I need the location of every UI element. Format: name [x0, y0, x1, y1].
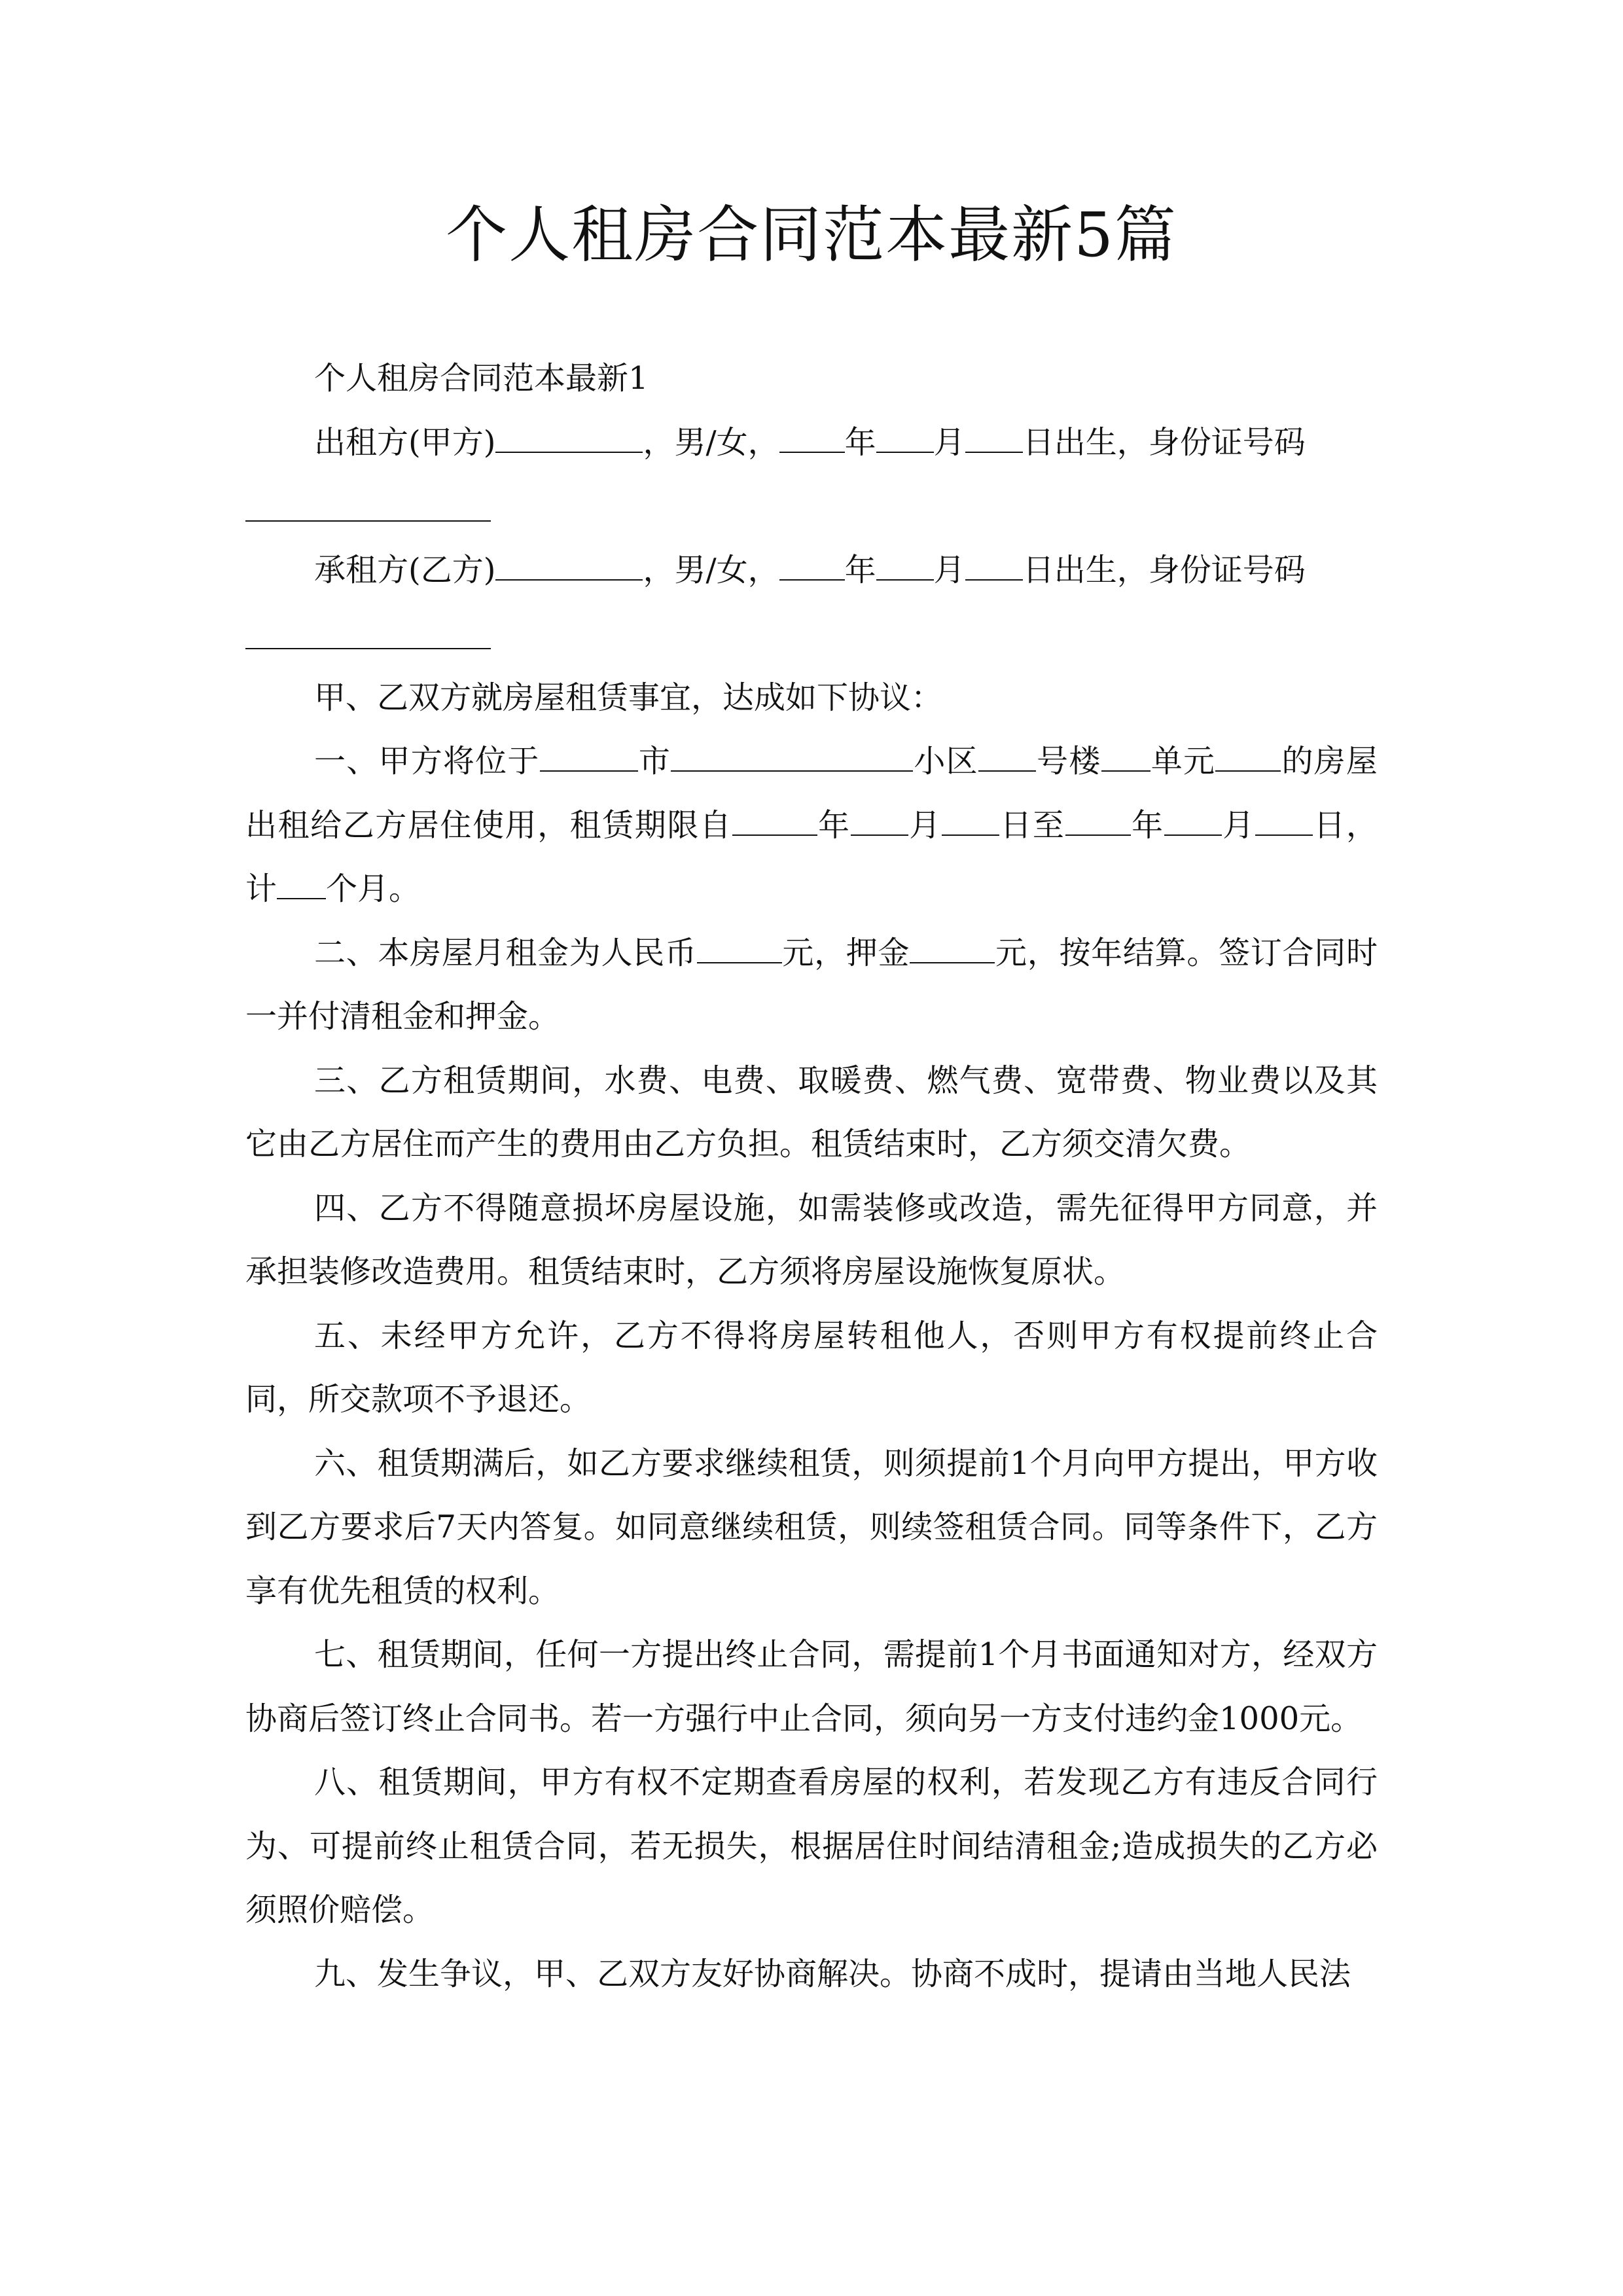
lessee-name-blank: [495, 549, 643, 581]
rent-blank: [697, 932, 782, 963]
clause-1-f: 的房屋出租给乙方居住使用，租赁期限自: [245, 743, 1378, 844]
end-day-blank: [1255, 804, 1313, 836]
unit-blank: [1101, 740, 1150, 772]
lessee-month-label: 月: [933, 551, 965, 588]
lessor-year-label: 年: [844, 423, 876, 461]
lessee-birth-id: 日出生，身份证号码: [1022, 551, 1306, 588]
clause-1-k: 月: [1221, 806, 1255, 844]
clause-1-b: 市: [637, 743, 671, 780]
clause-2-a: 二、本房屋月租金为人民币: [314, 934, 697, 971]
clause-1-d: 号楼: [1035, 743, 1101, 780]
lessee-month-blank: [876, 549, 934, 581]
end-year-blank: [1065, 804, 1131, 836]
lessor-id-blank-line: [245, 475, 1378, 539]
lessor-day-blank: [965, 422, 1023, 453]
city-blank: [540, 740, 638, 772]
section-heading: 个人租房合同范本最新1: [314, 360, 649, 397]
lessee-day-blank: [965, 549, 1023, 581]
lessee-label: 承租方(乙方): [314, 551, 496, 588]
clause-1-m: 个月。: [326, 870, 421, 907]
clause-1-c: 小区: [913, 743, 978, 780]
clause-8: 八、租赁期间，甲方有权不定期查看房屋的权利，若发现乙方有违反合同行为、可提前终止租赁合同，若无损失，根据居住时间结清租金;造成损失的乙方必须照价赔偿。: [245, 1764, 1378, 1928]
start-year-blank: [732, 804, 817, 836]
lessor-line: [245, 411, 1378, 475]
lessee-gender: ，男/女，: [643, 551, 779, 588]
building-blank: [978, 740, 1036, 772]
lessor-id-rule: [245, 520, 491, 522]
community-blank: [671, 740, 913, 772]
clause-1: [245, 730, 1378, 922]
clause-1-l: 日，计: [245, 806, 1378, 907]
clause-9: 九、发生争议，甲、乙双方友好协商解决。协商不成时，提请由当地人民法: [314, 1955, 1351, 1992]
lessee-year-label: 年: [844, 551, 876, 588]
clause-1-i: 日至: [999, 806, 1065, 844]
agreement-intro: 甲、乙双方就房屋租赁事宜，达成如下协议：: [314, 679, 943, 716]
document-body: [245, 347, 1378, 2006]
lessee-id-rule: [245, 648, 491, 649]
lessee-year-blank: [779, 549, 845, 581]
lessor-month-blank: [876, 422, 934, 453]
lessor-gender: ，男/女，: [643, 423, 779, 461]
start-month-blank: [851, 804, 908, 836]
end-month-blank: [1164, 804, 1222, 836]
months-blank: [277, 868, 326, 899]
clause-6: 六、租赁期满后，如乙方要求继续租赁，则须提前1个月向甲方提出，甲方收到乙方要求后7天内答复。如同意继续租赁，则续签租赁合同。同等条件下，乙方享有优先租赁的权利。: [245, 1444, 1378, 1609]
lessor-label: 出租方(甲方): [314, 423, 496, 461]
lessor-name-blank: [495, 422, 643, 453]
lessor-month-label: 月: [933, 423, 965, 461]
lessor-year-blank: [779, 422, 845, 453]
clause-1-h: 月: [908, 806, 942, 844]
lessee-id-blank-line: [245, 602, 1378, 666]
clause-1-g: 年: [817, 806, 851, 844]
room-blank: [1215, 740, 1281, 772]
deposit-blank: [910, 932, 995, 963]
clause-5: 五、未经甲方允许，乙方不得将房屋转租他人，否则甲方有权提前终止合同，所交款项不予退还。: [245, 1317, 1378, 1418]
clause-4: 四、乙方不得随意损坏房屋设施，如需装修或改造，需先征得甲方同意，并承担装修改造费用。租赁结束时，乙方须将房屋设施恢复原状。: [245, 1189, 1378, 1290]
clause-2: [245, 922, 1378, 1049]
clause-7: 七、租赁期间，任何一方提出终止合同，需提前1个月书面通知对方，经双方协商后签订终止合同书。若一方强行中止合同，须向另一方支付违约金1000元。: [245, 1636, 1378, 1737]
clause-1-j: 年: [1130, 806, 1164, 844]
document-title: 个人租房合同范本最新5篇: [446, 200, 1177, 271]
clause-2-b: 元，押金: [781, 934, 910, 971]
start-day-blank: [942, 804, 999, 836]
lessee-line: [245, 539, 1378, 603]
clause-1-a: 一、甲方将位于: [314, 743, 540, 780]
clause-1-e: 单元: [1150, 743, 1216, 780]
clause-3: 三、乙方租赁期间，水费、电费、取暖费、燃气费、宽带费、物业费以及其它由乙方居住而产生的费用由乙方负担。租赁结束时，乙方须交清欠费。: [245, 1062, 1378, 1162]
clause-2-c: 元，按年结算。签订合同时一并付清租金和押金。: [245, 934, 1378, 1035]
lessor-birth-id: 日出生，身份证号码: [1022, 423, 1306, 461]
